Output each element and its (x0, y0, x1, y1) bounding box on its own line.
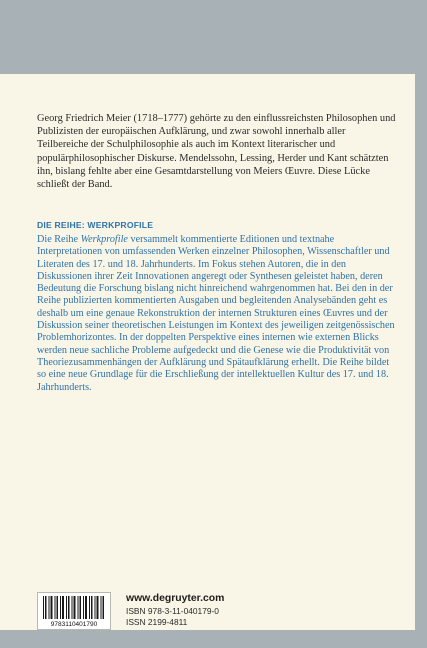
series-text-start: Die Reihe (37, 234, 81, 245)
series-name-italic: Werkprofile (80, 234, 128, 245)
barcode-bar (80, 596, 82, 619)
isbn-number: ISBN 978-3-11-040179-0 (126, 606, 219, 616)
barcode-bar (91, 596, 93, 619)
barcode-bar (55, 596, 56, 619)
series-heading: DIE REIHE: WERKPROFILE (37, 220, 154, 230)
barcode-digits: 9783110401790 (50, 621, 98, 628)
barcode-bar (51, 596, 53, 619)
intro-paragraph: Georg Friedrich Meier (1718–1777) gehörte zu den einflussreichsten Philosophen und Publizisten der europäischen Aufklärung, und zwar sowohl innerhalb aller Teilbereiche der Schulphilosophie als auch im Kontext literarischer und populärphilosophischer Diskurse. Mendelssohn, Lessing, Herder und Kant schätzten ihn, bislang fehlte aber eine Gesamtdarstellung von Meiers Œuvre. Diese Lücke schließt der Band. (37, 113, 396, 191)
right-color-band (415, 0, 427, 648)
barcode-bar (103, 596, 105, 619)
barcode-bar (66, 596, 67, 619)
publisher-url: www.degruyter.com (126, 593, 225, 604)
barcode-bar (89, 596, 90, 619)
barcode-bar (60, 596, 61, 619)
bottom-color-band (0, 630, 427, 648)
barcode-bar (85, 596, 87, 619)
barcode-bar (74, 596, 76, 619)
barcode-bar (83, 596, 84, 619)
barcode-bar (101, 596, 102, 619)
barcode-bar (62, 596, 64, 619)
issn-number: ISSN 2199-4811 (126, 617, 188, 627)
series-description (37, 234, 399, 394)
barcode-bar (49, 596, 50, 619)
barcode-bar (43, 596, 44, 619)
barcode-bar (68, 596, 70, 619)
barcode-graphic (38, 593, 110, 629)
barcode-bar (97, 596, 99, 619)
barcode-bar (45, 596, 47, 619)
series-text-rest: versammelt kommentierte Editionen und textnahe Interpretationen von umfassenden Werken einzelner Philosophen, Wissenschaftler und Literaten des 17. und 18. Jahrhunderts. Im Fokus stehen Autoren, die in den Diskussionen ihrer Zeit Innovationen angeregt oder Synthesen geleistet haben, deren Bedeutung die Forschung bislang nicht hinreichend wahrgenommen hat. Bei den in der Reihe publizierten kommentierten Ausgaben und begleitenden Analysebänden geht es deshalb um eine genaue Rekonstruktion der internen Strukturen eines Œuvres und der Diskussion seiner theoretischen Leistungen im Kontext des jeweiligen zeitgenössischen Problemhorizontes. In der doppelten Perspektive eines internen wie externen Blicks werden neue sachliche Probleme aufgedeckt und die Genese wie die Produktivität von Theoriezusammenhängen der Aufklärung und Spätaufklärung erhellt. Die Reihe bildet so eine neue Grundlage für die Erschließung der intellektuellen Kultur des 17. und 18. Jahrhunderts. (37, 234, 395, 393)
barcode-bar (78, 596, 79, 619)
barcode (37, 592, 111, 630)
top-color-band (0, 0, 427, 74)
barcode-bar (95, 596, 96, 619)
barcode-bar (57, 596, 59, 619)
barcode-bar (72, 596, 73, 619)
